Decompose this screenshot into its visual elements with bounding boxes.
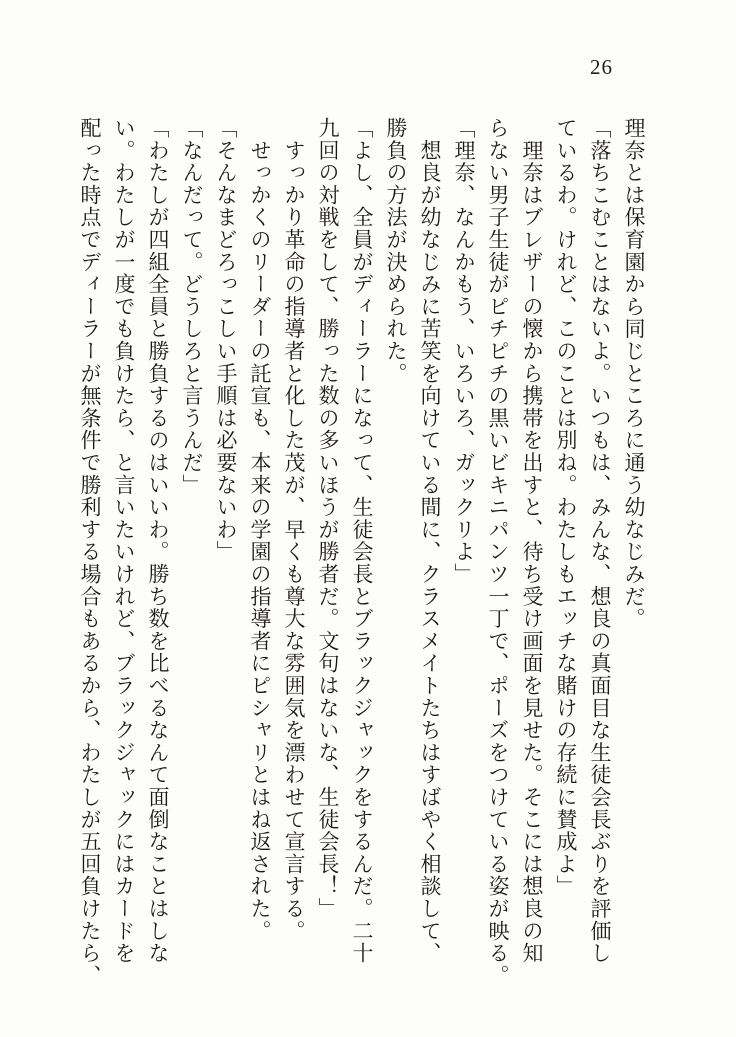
text-line: らない男子生徒がピチピチの黒いビキニパンツ一丁で、ポーズをつけている姿が映る。 [486, 117, 510, 987]
text-line: 「なんだって。どうしろと言うんだ」 [180, 117, 204, 497]
text-line: 想良が幼なじみに苦笑を向けている間に、クラスメイトたちはすばやく相談して、 [418, 117, 442, 965]
text-line: 理奈とは保育園から同じところに通う幼なじみだ。 [622, 117, 646, 630]
text-line: 「理奈、なんかもう、いろいろ、ガックリよ」 [452, 117, 476, 586]
text-line: せっかくのリーダーの託宣も、本来の学園の指導者にピシャリとはね返された。 [248, 117, 272, 943]
page-number: 26 [590, 55, 613, 79]
text-line: い。わたしが一度でも負けたら、と言いたいけれど、ブラックジャックにはカードを [112, 117, 136, 965]
text-line: 「落ちこむことはないよ。いつもは、みんな、想良の真面目な生徒会長ぶりを評価し [588, 117, 612, 965]
text-line: 配った時点でディーラーが無条件で勝利する場合もあるから、わたしが五回負けたら、 [78, 117, 102, 987]
text-line: ているわ。けれど、このことは別ね。わたしもエッチな賭けの存続に賛成よ」 [554, 117, 578, 898]
text-line: 「よし、全員がディーラーになって、生徒会長とブラックジャックをするんだ。二十 [350, 117, 374, 965]
text-line: 理奈はブレザーの懐から携帯を出すと、待ち受け画面を見せた。そこには想良の知 [520, 117, 544, 965]
text-line: 「そんなまどろっこしい手順は必要ないわ」 [214, 117, 238, 563]
text-line: 九回の対戦をして、勝った数の多いほうが勝者だ。文句はないな、生徒会長！」 [316, 117, 340, 920]
text-line: すっかり革命の指導者と化した茂が、早くも尊大な雰囲気を漂わせて宣言する。 [282, 117, 306, 943]
text-line: 勝負の方法が決められた。 [384, 117, 408, 385]
text-line: 「わたしが四組全員と勝負するのはいいわ。勝ち数を比べるなんて面倒なことはしな [146, 117, 170, 965]
vertical-text-block [73, 117, 651, 987]
